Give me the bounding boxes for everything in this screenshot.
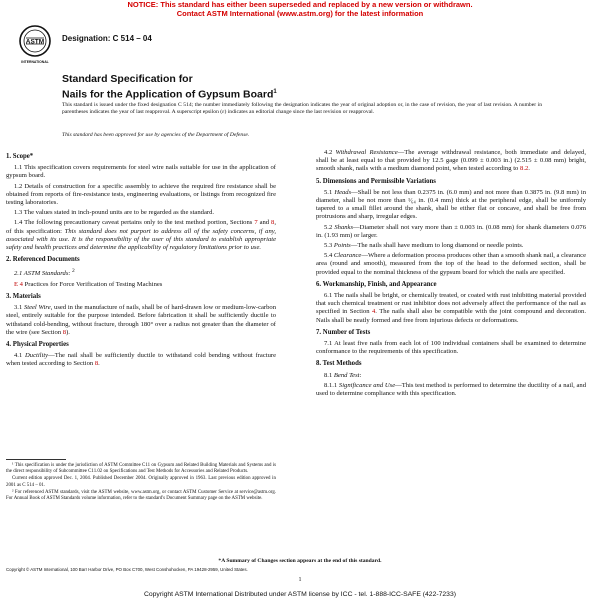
para-7-1: 7.1 At least five nails from each lot of 100 individual containers shall be examined to determine conformance to the requirements of this specification. (316, 340, 586, 356)
steel-wire-term: Steel Wire (23, 304, 51, 312)
para-5-2-text: —Diameter shall not vary more than ± 0.003 in. (0.08 mm) for shank diameters 0.076 in. (1.93 mm) or larger. (316, 223, 586, 239)
section-6-heading: 6. Workmanship, Finish, and Appearance (316, 280, 437, 288)
section-4-link[interactable]: 4 (372, 308, 376, 316)
para-8-1-1-num: 8.1.1 (324, 381, 339, 389)
para-6-1-text: 6.1 The nails shall be bright, or chemically treated, or coated with rust inhibiting material provided that such chemical treatment or rust inhibitor does not adversely affect the performance of the nail as specified in Section (316, 292, 586, 316)
section-7-heading: 7. Number of Tests (316, 328, 371, 336)
e4-link[interactable]: E 4 (14, 280, 23, 288)
section-8-link-2[interactable]: 8 (62, 328, 67, 336)
section-7-link[interactable]: 7 (254, 219, 258, 227)
para-4-1-num: 4.1 (14, 352, 26, 360)
para-1-1: 1.1 This specification covers requirements for steel wire nails suitable for use in the application of gypsum board. (6, 164, 276, 180)
para-4-2-text: —The average withdrawal resistance, both immediate and delayed, shall be at least equal to that provided by 12.5 gage (0.099 ± 0.003 in.) (2.515 ± 0.08 mm) bright, smooth shank, nails with a medium diamond point, when tested according to (316, 149, 586, 173)
para-5-3-num: 5.3 (324, 242, 334, 250)
footnote-2: ² For referenced ASTM standards, visit the ASTM website, www.astm.org, or contact ASTM Customer Service at service@astm.org. For Annual Book of ASTM Standards volume information, refer to the standard's Document Summary page on the ASTM website. (6, 489, 276, 502)
para-1-4-and: and (257, 219, 272, 227)
para-5-1-num: 5.1 (324, 188, 335, 196)
para-3-1 (6, 304, 276, 337)
para-1-3: 1.3 The values stated in inch-pound units are to be regarded as the standard. (14, 209, 215, 217)
para-4-2-end: . (528, 165, 530, 173)
astm-standards-label: 2.1 ASTM Standards: (14, 270, 71, 278)
left-column (6, 149, 276, 371)
summary-of-changes-note: *A Summary of Changes section appears at the end of this standard. (218, 558, 382, 564)
para-4-2 (316, 149, 586, 174)
section-2-heading: 2. Referenced Documents (6, 256, 80, 264)
section-1-heading: 1. Scope* (6, 153, 34, 160)
para-4-1 (6, 352, 276, 368)
section-3-heading: 3. Materials (6, 293, 41, 301)
designation: Designation: C 514 – 04 (62, 34, 152, 43)
logo-text: ASTM (25, 38, 45, 46)
supersede-notice (0, 0, 600, 18)
logo-subtext: INTERNATIONAL (21, 60, 49, 64)
para-4-1-end: . (98, 360, 100, 368)
title-footnote-mark: 1 (273, 89, 277, 95)
notice-line-2: Contact ASTM International (www.astm.org) for the latest information (176, 9, 424, 18)
footnote-1: ¹ This specification is under the jurisdiction of ASTM Committee C11 on Gypsum and Related Building Materials and Systems and is the direct responsibility of Subcommittee C11.02 on Specifications and Test Methods for Accessories and Related Products. (6, 463, 276, 475)
shanks-term: Shanks (334, 223, 354, 231)
para-4-2-num: 4.2 (324, 149, 336, 156)
footnote-divider (6, 459, 66, 460)
para-5-3-text: —The nails shall have medium to long diamond or needle points. (350, 242, 524, 250)
para-1-4-text: 1.4 The following precautionary caveat pertains only to the test method portion, Sections (14, 219, 255, 227)
notice-line-1: NOTICE: This standard has either been superseded and replaced by a new version or withdrawn. (127, 0, 473, 9)
approved-note: This standard has been approved for use by agencies of the Department of Defense. (62, 132, 250, 138)
para-3-1-num: 3.1 (14, 304, 24, 312)
para-1-4 (6, 219, 276, 252)
bend-test-term: Bend Test (333, 371, 360, 379)
section-5-heading: 5. Dimensions and Permissible Variations (316, 177, 436, 185)
section-8-heading: 8. Test Methods (316, 360, 362, 368)
para-4-1-text: —The nail shall be sufficiently ductile to withstand cold bending without fracture when tested according to Section (6, 352, 277, 368)
clearance-term: Clearance (333, 252, 362, 260)
para-8-1-colon: : (359, 371, 362, 379)
right-column (316, 149, 586, 400)
section-8-link-3[interactable]: 8 (94, 360, 99, 368)
title-line-1: Standard Specification for (62, 73, 193, 85)
ductility-term: Ductility (25, 352, 49, 360)
section-8-2-link[interactable]: 8.2 (520, 165, 529, 173)
significance-term: Significance and Use (338, 381, 396, 389)
para-5-2-num: 5.2 (324, 223, 335, 231)
para-6-1-text-2: . The nails shall also be compatible with the joint compound and decoration. Nails shall be neatly formed and free from injurious defects or deformations. (316, 308, 586, 324)
para-5-4-num: 5.4 (324, 252, 334, 260)
para-8-1-num: 8.1 (324, 371, 334, 379)
para-8-1 (316, 372, 586, 380)
para-5-1 (316, 189, 586, 222)
page-number: 1 (298, 577, 302, 583)
astm-seal-icon (18, 24, 52, 66)
copyright-line: Copyright © ASTM International, 100 Barr Harbor Drive, PO Box C700, West Conshohocken, PA 19428-2959, United States. (6, 567, 248, 572)
e4-title: Practices for Force Verification of Testing Machines (22, 280, 163, 288)
document-title (62, 73, 277, 102)
footnotes (6, 463, 276, 503)
astm-logo (18, 24, 52, 66)
para-8-1-1 (316, 382, 586, 398)
footnote-2-mark: 2 (70, 268, 75, 275)
section-8-link[interactable]: 8 (271, 219, 275, 227)
para-1-4-text-2: , of this specification: (6, 219, 276, 235)
heads-term: Heads (334, 188, 352, 196)
footnote-1b: Current edition approved Dec. 1, 2004. Published December 2004. Originally approved in 1963. Last previous edition approved in 2001 as C 514 – 01. (6, 476, 276, 488)
para-5-2 (316, 224, 586, 240)
points-term: Points (333, 242, 351, 250)
safety-caveat: This standard does not purport to address all of the safety concerns, if any, associated with its use. It is the responsibility of the user of this standard to establish appropriate safety and health practices and determine the applicability of regulatory limitations prior to use. (6, 227, 276, 252)
license-line: Copyright ASTM International Distributed under ASTM license by ICC - tel. 1-888-ICC-SAFE (422-7233) (143, 591, 457, 598)
issued-note: This standard is issued under the fixed designation C 514; the number immediately following the designation indicates the year of original adoption or, in the case of revision, the year of last revision. A number in parentheses indicates the year of last reapproval. A superscript epsilon (ε) indicates an editorial change since the last revision or reapproval. (62, 102, 542, 116)
section-4-heading: 4. Physical Properties (6, 341, 69, 349)
title-line-2 (62, 86, 277, 102)
para-5-3 (316, 242, 586, 250)
para-2-1 (6, 267, 276, 278)
para-1-2: 1.2 Details of construction for a specific assembly to achieve the required fire resistance shall be obtained from reports of fire-resistance tests, engineering evaluations, or listings from recognized fire testing laboratories. (6, 182, 276, 207)
withdrawal-resistance-term: Withdrawal Resistance (335, 149, 398, 156)
title-main: Nails for the Application of Gypsum Board (62, 88, 274, 101)
para-5-4 (316, 252, 586, 277)
para-6-1 (316, 292, 586, 325)
para-5-4-text: —Where a deformation process produces other than a smooth shank nail, a clearance area (round and smooth), measured from the top of the head to the deformed section, shall be provided equal to the nominal thickness of the gypsum board for which the nails are specified. (316, 252, 587, 276)
para-5-1-text: —Shall be not less than 0.2375 in. (6.0 mm) and not more than 0.3875 in. (9.8 mm) in diameter, shall be not more than ¹⁄₆₄ in. (0.4 mm) thick at the peripheral edge, shall be uniformly tapered to a small fillet around the shank, shall be either flat or concave, and shall be free from protrusions and sharp, irregular edges. (316, 188, 586, 221)
reference-e4 (6, 281, 276, 289)
para-8-1-1-text: —This test method is performed to determine the ductility of a nail, and used to determine compliance with this specification. (316, 381, 586, 398)
para-3-1-end: ). (66, 328, 70, 336)
para-3-1-text: , used in the manufacture of nails, shall be of hard-drawn low or medium-low-carbon steel, entirely suitable for the purpose intended. Before fabrication it shall be sufficiently ductile to withstand cold-bending, without fracture, through 180° over a radius not greater than the diameter of the wire (see Section (6, 304, 277, 336)
